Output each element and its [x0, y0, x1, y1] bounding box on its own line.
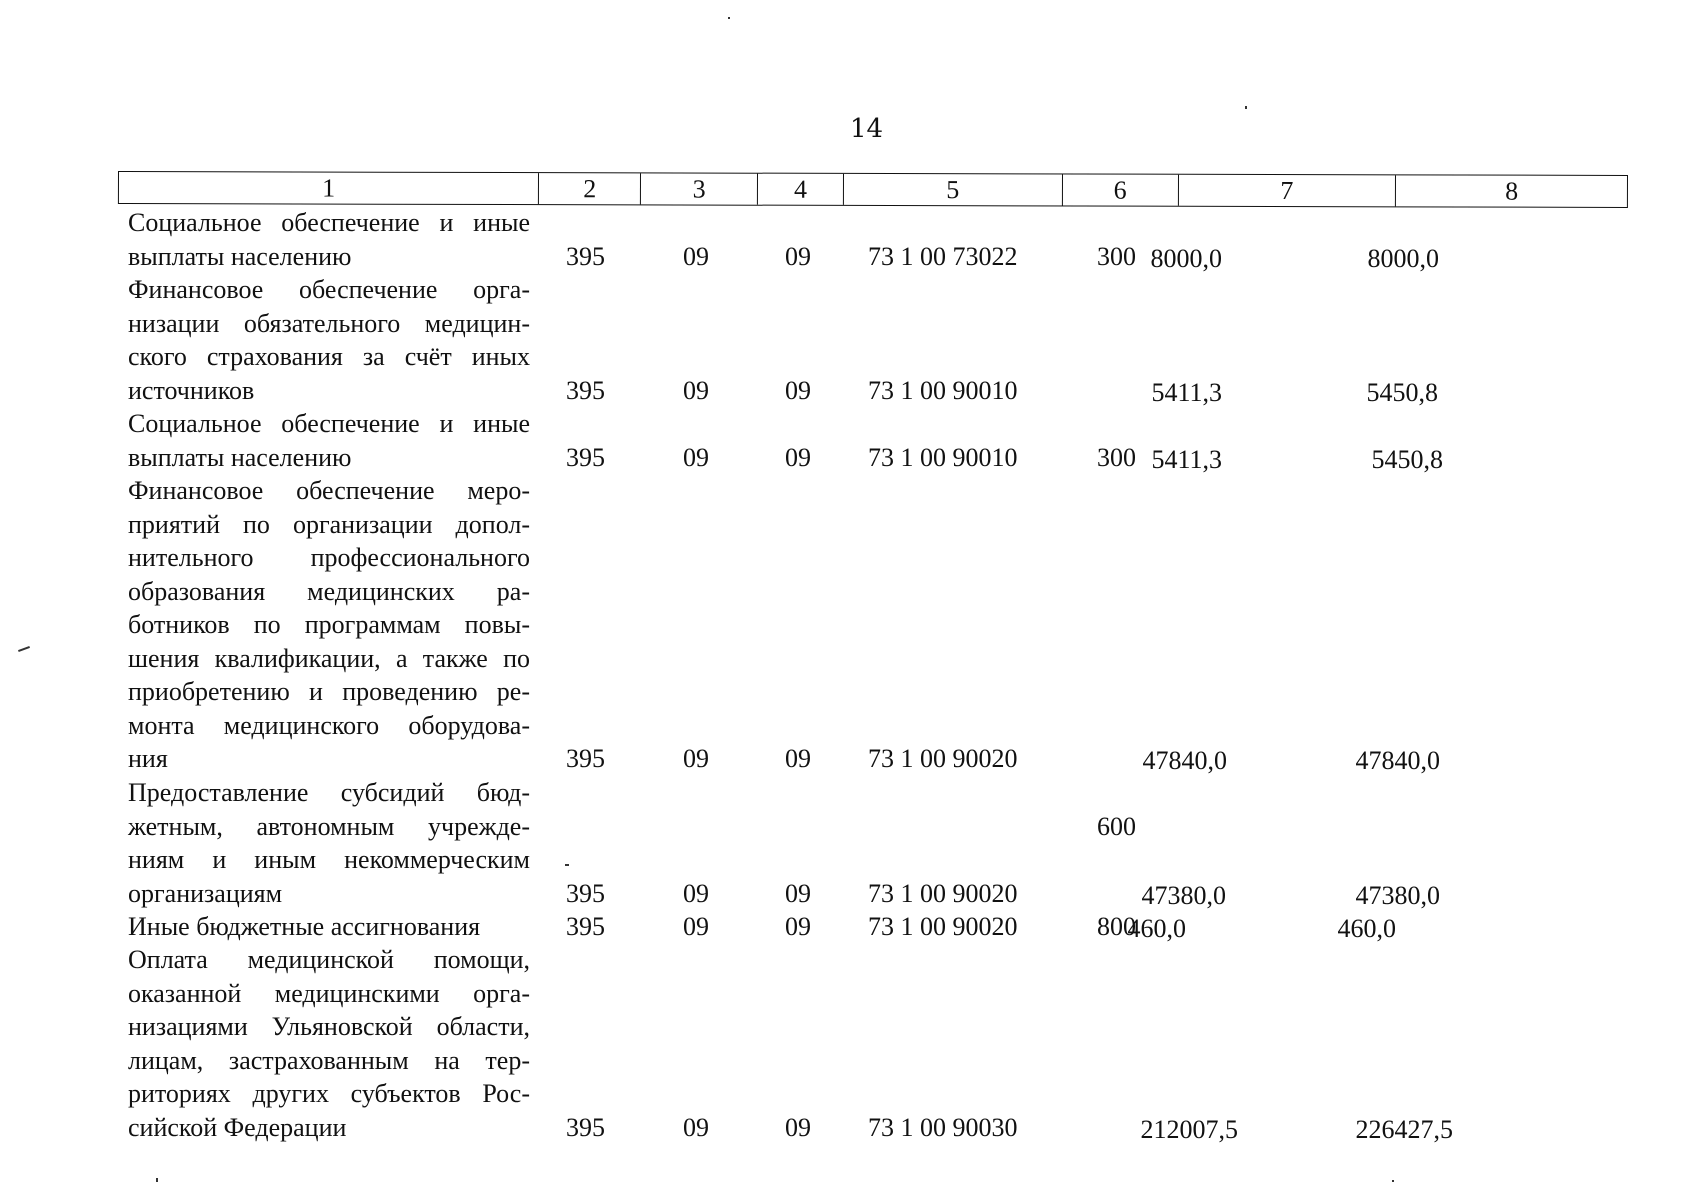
col-8-value: 226427,5: [1355, 1114, 1453, 1144]
col-6-value: 300: [1097, 241, 1136, 271]
scan-speck: [1245, 106, 1247, 109]
col-7-value: 8000,0: [1150, 243, 1222, 273]
header-col-4: 4: [758, 174, 844, 205]
col-6-value: 600: [1097, 811, 1136, 841]
col-3-value: 09: [683, 241, 709, 271]
row-label: [128, 910, 530, 944]
col-7-value: 47840,0: [1142, 746, 1227, 775]
row-label-line: приятий по организации допол-: [128, 509, 530, 539]
row-label: [128, 943, 530, 1144]
row-label-line: ния: [128, 744, 168, 773]
page-number: 14: [850, 114, 884, 144]
col-4-value: 09: [785, 744, 811, 773]
row-label-line: образования медицинских ра-: [128, 576, 530, 606]
header-col-2: 2: [539, 173, 641, 204]
col-7-value: 5411,3: [1151, 377, 1222, 407]
header-col-7: 7: [1178, 175, 1396, 207]
col-3-value: 09: [683, 912, 709, 941]
row-label-line: нительного профессионального: [128, 543, 530, 572]
row-label-line: лицам, застрахованным на тер-: [128, 1045, 530, 1075]
scan-speck: [728, 17, 730, 19]
row-label-line: организациям: [128, 878, 283, 908]
col-5-value: 73 1 00 90020: [868, 744, 1018, 773]
row-label-line: Финансовое обеспечение меро-: [128, 476, 530, 505]
col-8-value: 47840,0: [1355, 746, 1440, 775]
row-label-line: ского страхования за счёт иных: [128, 342, 530, 371]
row-label: [128, 273, 530, 407]
col-4-value: 09: [785, 1112, 811, 1142]
col-2-value: 395: [566, 442, 605, 472]
row-label-line: шения квалификации, а также по: [128, 643, 530, 673]
col-2-value: 395: [566, 744, 605, 773]
col-3-value: 09: [683, 744, 709, 773]
scan-speck: [18, 646, 30, 652]
row-label-line: Социальное обеспечение и иные: [128, 409, 530, 438]
row-label-line: ниям и иным некоммерческим: [128, 845, 530, 874]
col-8-value: 460,0: [1337, 914, 1396, 943]
row-label-line: оказанной медицинскими орга-: [128, 978, 530, 1008]
header-col-8: 8: [1505, 176, 1519, 206]
col-7-value: 5411,3: [1151, 444, 1222, 474]
scan-speck: [1392, 1180, 1394, 1182]
row-label-line: Социальное обеспечение и иные: [128, 208, 530, 237]
col-7-value: 47380,0: [1141, 880, 1226, 910]
table-header-row: [118, 171, 1628, 208]
col-5-value: 73 1 00 90010: [868, 442, 1018, 472]
row-label-line: приобретению и проведению ре-: [128, 677, 530, 706]
col-4-value: 09: [785, 878, 811, 908]
col-2-value: 395: [566, 878, 605, 908]
col-8-value: 8000,0: [1367, 243, 1439, 273]
row-label-line: низации обязательного медицин-: [128, 308, 530, 338]
col-7-value: 460,0: [1127, 914, 1186, 943]
scan-speck: [156, 1178, 158, 1182]
col-3-value: 09: [683, 442, 709, 472]
row-label: [128, 206, 530, 273]
col-5-value: 73 1 00 90020: [868, 912, 1018, 941]
row-label-line: риториях других субъектов Рос-: [128, 1079, 530, 1108]
col-2-value: 395: [566, 912, 605, 941]
row-label-line: Предоставление субсидий бюд-: [128, 778, 530, 807]
col-2-value: 395: [566, 1112, 605, 1142]
header-col-3: 3: [641, 173, 758, 204]
col-5-value: 73 1 00 90020: [868, 878, 1018, 908]
col-5-value: 73 1 00 73022: [868, 241, 1018, 271]
col-4-value: 09: [785, 241, 811, 271]
col-3-value: 09: [683, 375, 709, 405]
row-label: [128, 474, 530, 776]
col-8-value: 5450,8: [1371, 444, 1443, 474]
col-6-value: 300: [1097, 442, 1136, 472]
row-label-line: выплаты населению: [128, 442, 352, 472]
col-3-value: 09: [683, 878, 709, 908]
row-label-line: Финансовое обеспечение орга-: [128, 275, 530, 304]
header-col-5: 5: [844, 174, 1063, 206]
row-label-line: низациями Ульяновской области,: [128, 1012, 530, 1041]
row-label-line: ботников по программам повы-: [128, 610, 530, 639]
header-col-6: 6: [1063, 174, 1179, 205]
row-label: [128, 407, 530, 474]
row-label-line: выплаты населению: [128, 241, 352, 271]
row-label-line: Оплата медицинской помощи,: [128, 945, 530, 974]
col-6-value: 800: [1097, 912, 1136, 941]
col-7-value: 212007,5: [1140, 1114, 1238, 1144]
header-col-1: 1: [119, 172, 540, 204]
col-4-value: 09: [785, 912, 811, 941]
col-5-value: 73 1 00 90010: [868, 375, 1018, 405]
col-2-value: 395: [566, 241, 605, 271]
col-2-value: 395: [566, 375, 605, 405]
col-8-value: 5450,8: [1366, 377, 1438, 407]
col-4-value: 09: [785, 442, 811, 472]
col-5-value: 73 1 00 90030: [868, 1112, 1018, 1142]
row-label: [128, 776, 530, 910]
col-8-value: 47380,0: [1355, 880, 1440, 910]
row-label-line: Иные бюджетные ассигнования: [128, 912, 481, 941]
scan-speck: [565, 864, 569, 866]
row-label-line: источников: [128, 375, 255, 405]
col-4-value: 09: [785, 375, 811, 405]
row-label-line: монта медицинского оборудова-: [128, 710, 530, 740]
col-3-value: 09: [683, 1112, 709, 1142]
row-label-line: жетным, автономным учрежде-: [128, 811, 530, 841]
row-label-line: сийской Федерации: [128, 1112, 347, 1142]
